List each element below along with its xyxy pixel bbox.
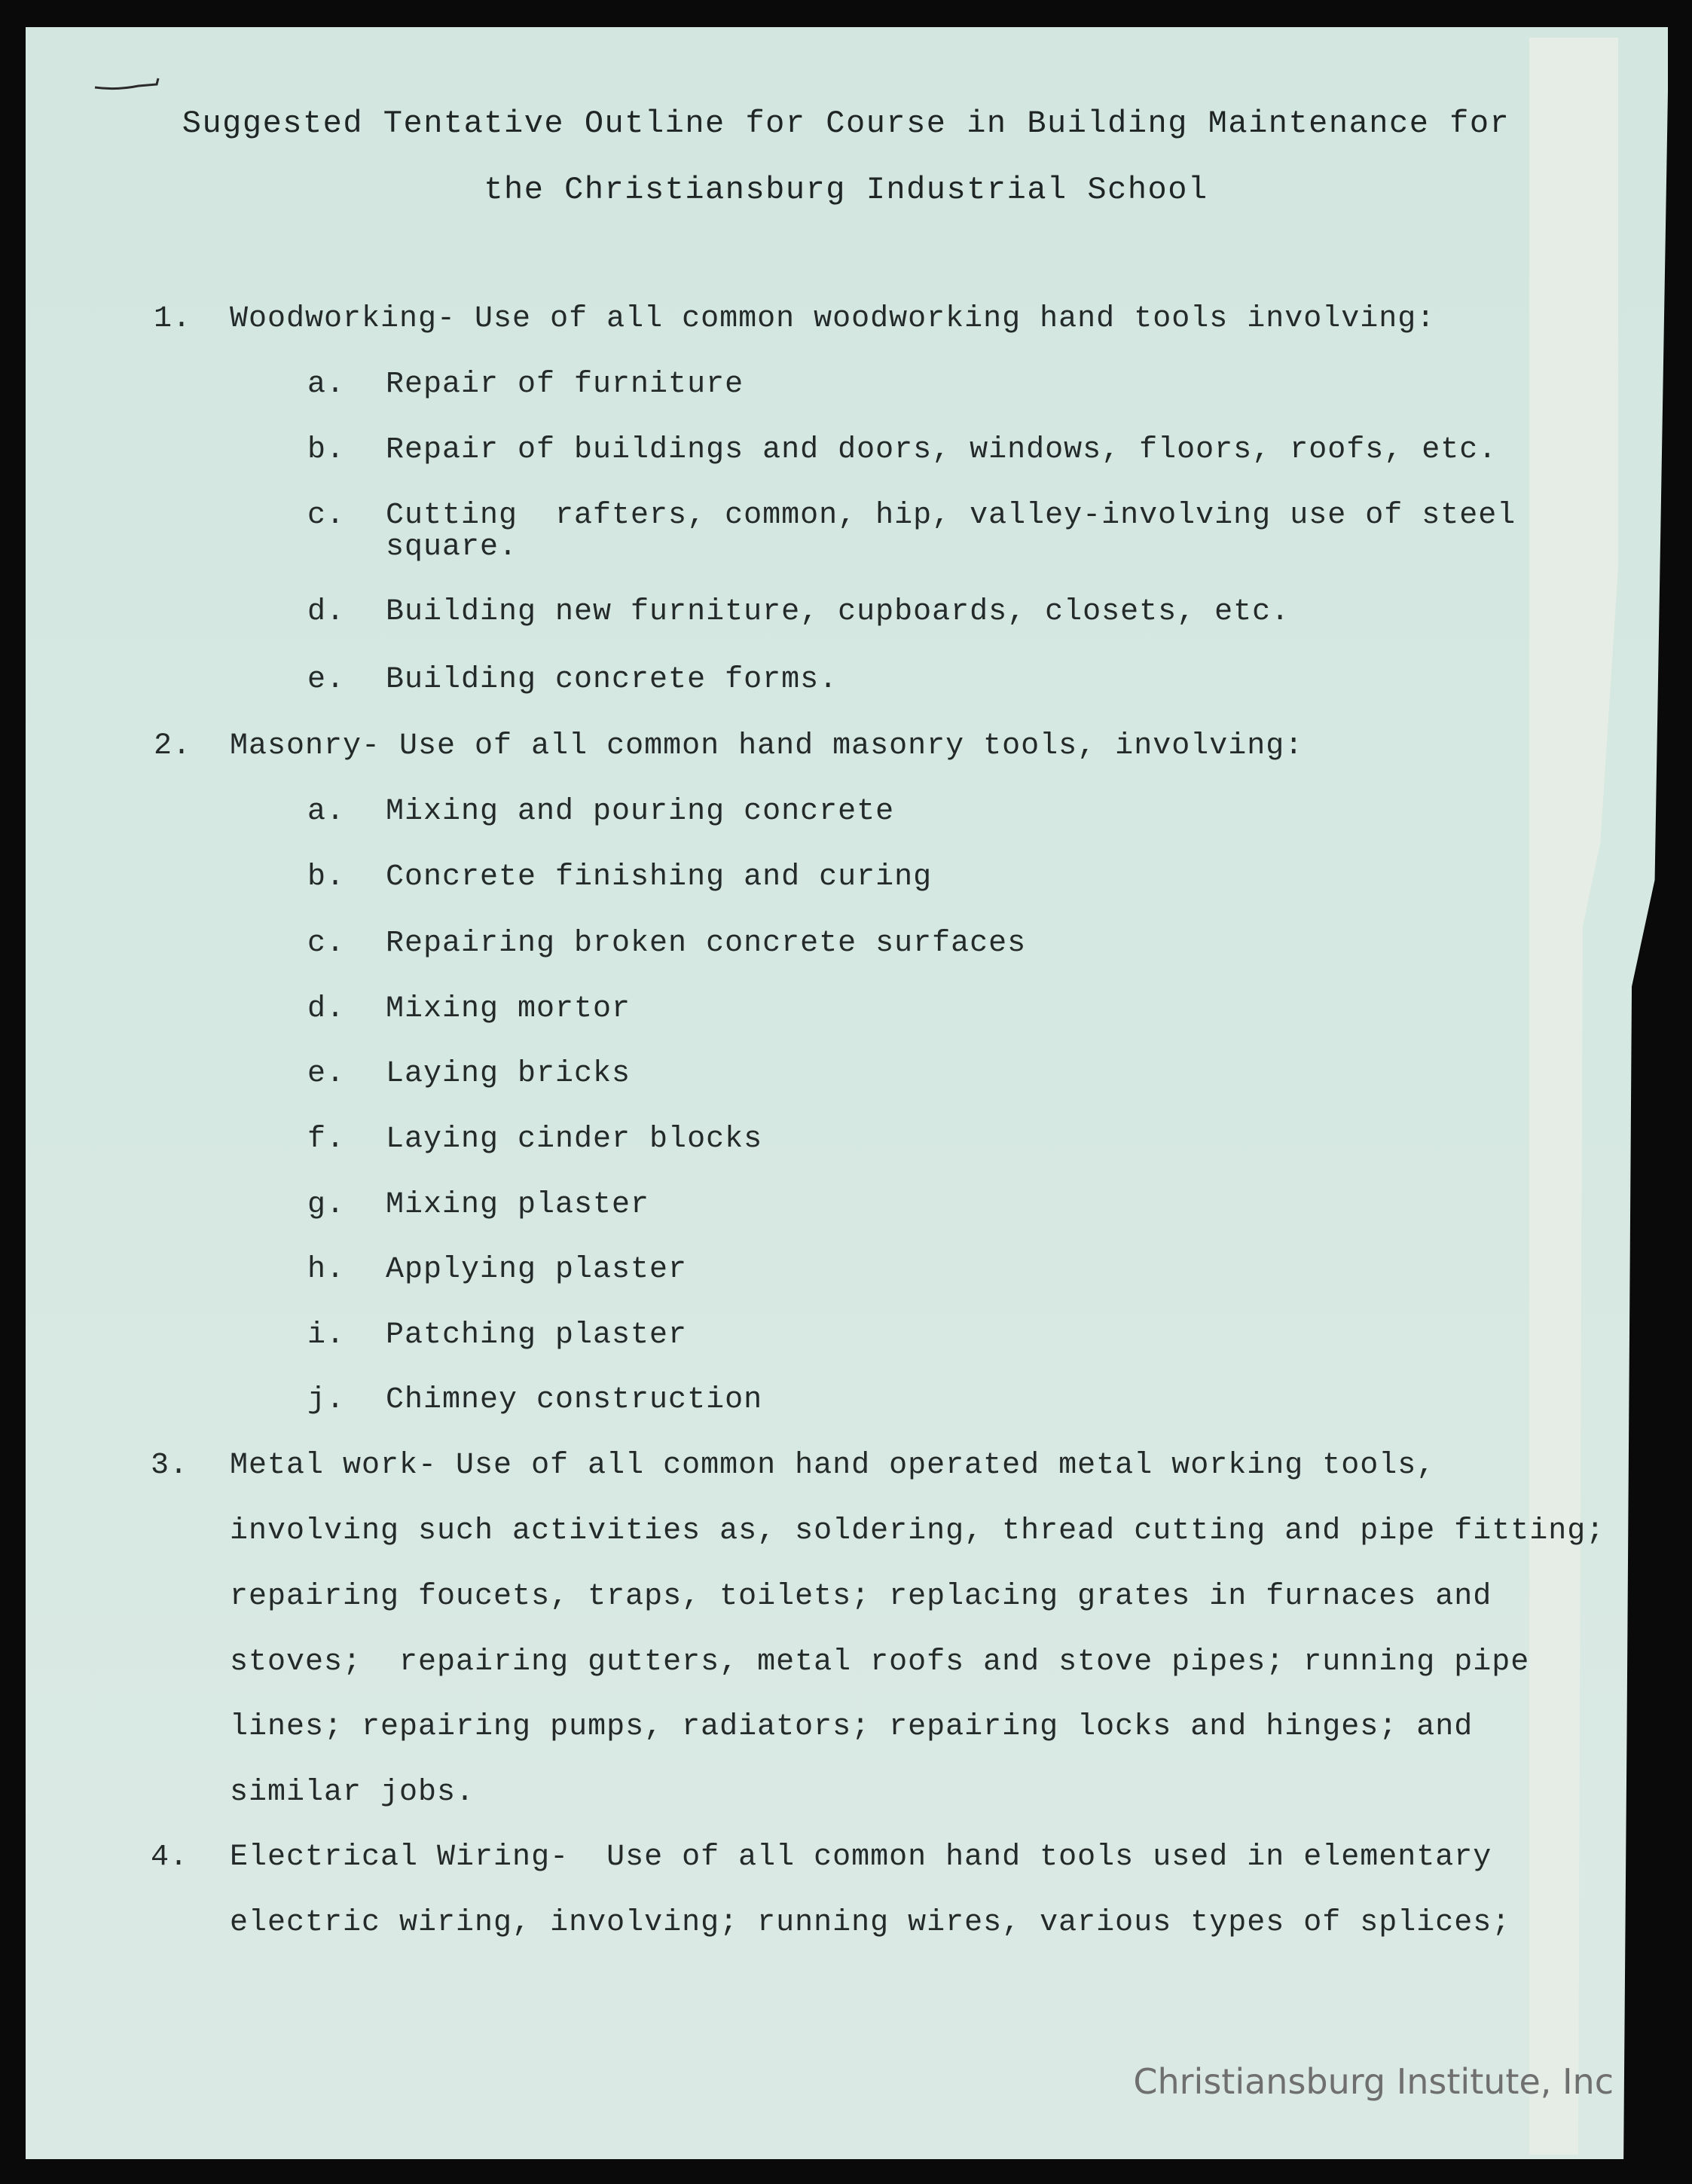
list-item: Repair of buildings and doors, windows, floors, roofs, etc. (386, 433, 1498, 467)
list-item: Laying cinder blocks (386, 1123, 763, 1156)
item-letter: a. (307, 368, 346, 402)
paragraph-line: Electrical Wiring- Use of all common hand tools used in elementary (230, 1840, 1492, 1874)
item-letter: h. (307, 1253, 346, 1287)
title-line-1: Suggested Tentative Outline for Course in Building Maintenance for (182, 105, 1510, 142)
paragraph-line: stoves; repairing gutters, metal roofs and stove pipes; running pipe (230, 1645, 1530, 1679)
section-1-heading: Woodworking- Use of all common woodworking hand tools involving: (230, 302, 1436, 336)
list-item: Mixing mortor (386, 992, 631, 1026)
list-item: Laying bricks (386, 1057, 631, 1091)
watermark: Christiansburg Institute, Inc (1133, 2061, 1614, 2102)
paragraph-line: Metal work- Use of all common hand operated metal working tools, (230, 1449, 1436, 1483)
list-item: Repair of furniture (386, 368, 744, 402)
item-letter: d. (307, 595, 346, 629)
list-item: Applying plaster (386, 1253, 688, 1287)
section-4-number: 4. (151, 1840, 189, 1874)
item-letter: j. (307, 1383, 346, 1417)
paragraph-line: electric wiring, involving; running wires, various types of splices; (230, 1906, 1511, 1940)
item-letter: c. (307, 927, 346, 961)
item-letter: f. (307, 1123, 346, 1156)
item-letter: e. (307, 1057, 346, 1091)
list-item: Repairing broken concrete surfaces (386, 927, 1027, 961)
list-item: Mixing and pouring concrete (386, 795, 895, 829)
list-item: Patching plaster (386, 1318, 688, 1352)
item-letter: i. (307, 1318, 346, 1352)
paragraph-line: repairing foucets, traps, toilets; replacing grates in furnaces and (230, 1580, 1492, 1614)
list-item: Building new furniture, cupboards, closets, etc. (386, 595, 1290, 629)
paragraph-line: lines; repairing pumps, radiators; repairing locks and hinges; and (230, 1710, 1474, 1744)
item-letter: e. (307, 663, 346, 697)
title-line-2: the Christiansburg Industrial School (484, 172, 1208, 208)
section-3-number: 3. (151, 1449, 189, 1483)
item-letter: d. (307, 992, 346, 1026)
list-item: Building concrete forms. (386, 663, 838, 697)
list-item: Chimney construction (386, 1383, 763, 1417)
list-item: Concrete finishing and curing (386, 860, 933, 894)
list-item: Mixing plaster (386, 1188, 650, 1222)
section-1-number: 1. (154, 302, 192, 336)
item-letter: b. (307, 860, 346, 894)
paragraph-line: similar jobs. (230, 1776, 475, 1810)
item-letter: a. (307, 795, 346, 829)
list-item: Cutting rafters, common, hip, valley-involving use of steel (386, 499, 1516, 533)
section-2-heading: Masonry- Use of all common hand masonry tools, involving: (230, 729, 1304, 763)
paragraph-line: involving such activities as, soldering, thread cutting and pipe fitting; (230, 1514, 1605, 1548)
item-letter: g. (307, 1188, 346, 1222)
section-2-number: 2. (154, 729, 192, 763)
item-letter: c. (307, 499, 346, 533)
list-item-continuation: square. (386, 530, 518, 564)
item-letter: b. (307, 433, 346, 467)
